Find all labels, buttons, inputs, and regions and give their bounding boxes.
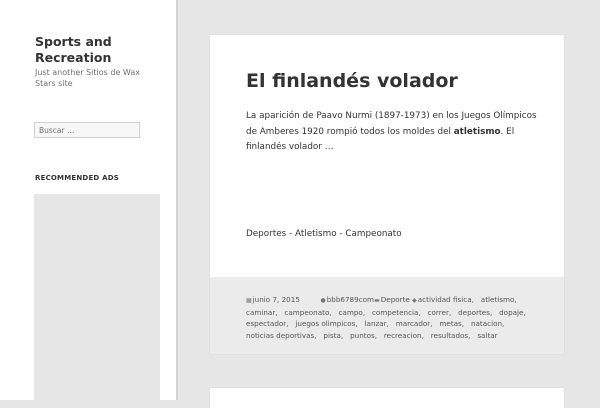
post-meta xyxy=(246,294,546,341)
tag-link[interactable]: noticias deportivas xyxy=(246,330,315,340)
tag-link[interactable]: deportes xyxy=(458,307,490,317)
post-footer xyxy=(210,277,564,354)
tag-link[interactable]: saltar xyxy=(477,330,498,340)
post-tags: ◆actividad fisica, atletismo, caminar, campeonato, campo, competencia, correr, deportes, dopaje, espectador, juegos olimpicos, lanzar, marcador, metas, natacion, noticias deportivas, pista, puntos, recreacion, resultados, saltar xyxy=(246,295,531,340)
user-icon: ● xyxy=(320,297,326,304)
tag-link[interactable]: actividad fisica xyxy=(417,295,472,304)
site-title[interactable]: Sports and Recreation xyxy=(35,34,112,65)
tag-link[interactable]: puntos xyxy=(350,330,375,340)
tag-link[interactable]: competencia xyxy=(371,307,419,317)
site-description: Just another Sitios de Wax Stars site xyxy=(35,68,140,88)
tag-link[interactable]: natacion xyxy=(470,319,503,328)
ads-placeholder xyxy=(34,194,160,404)
tag-link[interactable]: caminar xyxy=(246,307,276,317)
excerpt-text-end: . El finlandés volador … xyxy=(246,126,515,152)
tag-link[interactable]: recreacion xyxy=(383,330,422,340)
tag-link[interactable]: marcador xyxy=(395,319,431,328)
calendar-icon: ▦ xyxy=(246,297,252,304)
post-categories-line: Deportes - Atletismo - Campeonato xyxy=(246,229,402,239)
tag-link[interactable]: pista xyxy=(323,330,341,340)
tag-link[interactable]: espectador xyxy=(246,319,287,328)
tag-link[interactable]: correr xyxy=(427,307,449,317)
post-author[interactable]: ●bbb6789com xyxy=(320,295,375,304)
widget-title: RECOMMENDED ADS xyxy=(35,174,119,182)
post-date[interactable]: ▦junio 7, 2015 xyxy=(246,295,300,304)
tag-link[interactable]: campeonato xyxy=(284,307,330,317)
sidebar xyxy=(0,0,176,400)
tag-link[interactable]: dopaje xyxy=(499,307,524,317)
tag-link[interactable]: resultados xyxy=(430,330,469,340)
sidebar-divider xyxy=(176,0,178,400)
tag-link[interactable]: juegos olimpicos xyxy=(295,319,356,328)
post-category[interactable]: ▬Deporte xyxy=(374,295,410,304)
post-title[interactable]: El finlandés volador xyxy=(246,70,458,92)
tag-icon: ◆ xyxy=(412,297,417,304)
tag-link[interactable]: lanzar xyxy=(364,319,387,328)
search-input[interactable] xyxy=(34,122,140,138)
tag-link[interactable]: campo xyxy=(338,307,363,317)
excerpt-text: La aparición de Paavo Nurmi (1897-1973) en los Juegos Olímpicos de Amberes 1920 rompió todos los moldes del xyxy=(246,111,537,137)
next-post-article xyxy=(210,388,564,408)
folder-icon: ▬ xyxy=(374,297,380,304)
tag-link[interactable]: atletismo xyxy=(480,295,515,304)
post-excerpt xyxy=(246,109,546,156)
tag-link[interactable]: metas xyxy=(439,319,462,328)
excerpt-bold: atletismo xyxy=(453,126,501,137)
post-article xyxy=(210,35,564,354)
